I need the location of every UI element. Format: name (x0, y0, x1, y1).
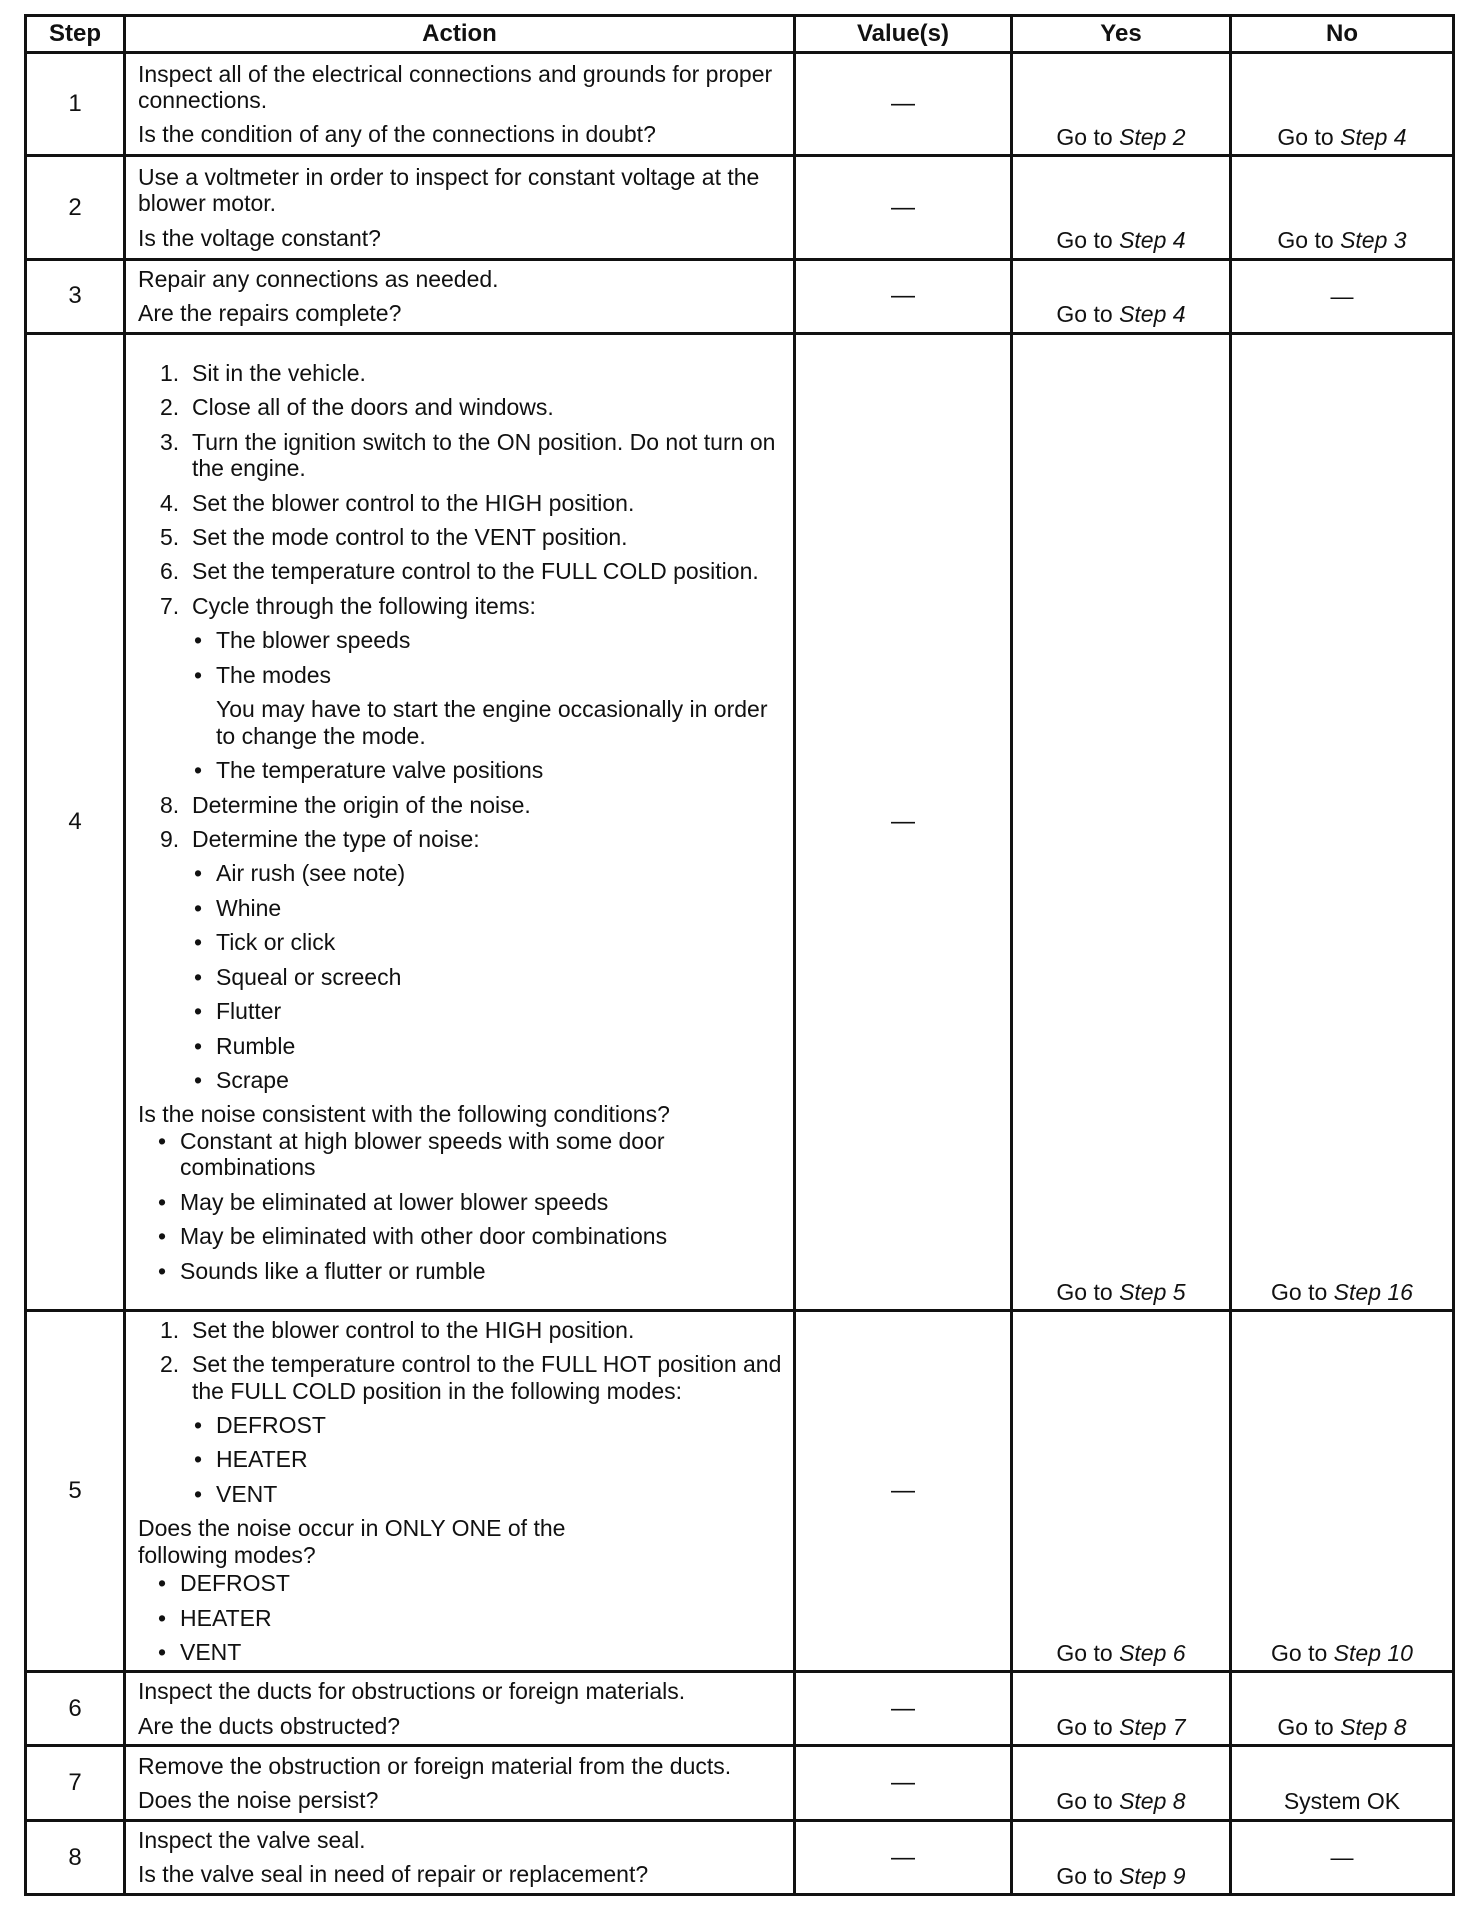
action-cell (125, 1311, 795, 1672)
no-prefix: Go to (1277, 123, 1341, 150)
bullet-item: • Air rush (see note) (194, 860, 406, 887)
value-cell: — (795, 156, 1012, 259)
action-question: Is the voltage constant? (138, 224, 381, 251)
numbered-item: 4. Set the blower control to the HIGH position. (160, 489, 635, 516)
table-row (26, 333, 1454, 1310)
step-number: 5 (26, 1311, 125, 1672)
action-question: Is the valve seal in need of repair or replacement? (138, 1861, 649, 1888)
value-cell: — (795, 1820, 1012, 1894)
numbered-item: 7. Cycle through the following items: (160, 592, 536, 619)
condition-item: • Constant at high blower speeds with some door combinations (158, 1127, 665, 1181)
value-cell: — (795, 333, 1012, 1310)
action-question: Does the noise persist? (138, 1787, 379, 1814)
yes-step-link: Step 5 (1119, 1278, 1186, 1305)
value-cell: — (795, 1672, 1012, 1746)
numbered-item: 1. Sit in the vehicle. (160, 359, 366, 386)
step-number: 1 (26, 53, 125, 156)
yes-prefix: Go to (1056, 1278, 1120, 1305)
no-step-link: Step 8 (1340, 1714, 1407, 1741)
header-step: Step (26, 16, 125, 53)
action-cell (125, 1820, 795, 1894)
yes-step-link: Step 9 (1119, 1862, 1186, 1889)
no-cell (1231, 156, 1454, 259)
numbered-item: 2. Close all of the doors and windows. (160, 394, 554, 421)
no-cell: — (1231, 259, 1454, 333)
condition-item: • DEFROST (158, 1570, 290, 1597)
diagnostic-table (24, 14, 1455, 1896)
yes-cell (1012, 1672, 1231, 1746)
yes-step-link: Step 7 (1119, 1714, 1186, 1741)
condition-item: • May be eliminated with other door combinations (158, 1223, 668, 1250)
step-number: 4 (26, 333, 125, 1310)
action-text: Inspect the valve seal. (138, 1826, 366, 1853)
numbered-item: 6. Set the temperature control to the FULL COLD position. (160, 558, 759, 585)
bullet-item: • Rumble (194, 1032, 296, 1059)
step-number: 2 (26, 156, 125, 259)
bullet-item: • Tick or click (194, 929, 336, 956)
no-step-link: Step 16 (1333, 1278, 1413, 1305)
action-question: Are the repairs complete? (138, 300, 402, 327)
yes-step-link: Step 6 (1119, 1639, 1186, 1666)
header-row (26, 16, 1454, 53)
header-yes: Yes (1012, 16, 1231, 53)
yes-cell (1012, 53, 1231, 156)
yes-step-link: Step 2 (1119, 123, 1186, 150)
yes-prefix: Go to (1056, 227, 1120, 254)
action-question: Are the ducts obstructed? (138, 1712, 401, 1739)
action-question: Is the noise consistent with the following conditions? (138, 1101, 670, 1128)
table-row (26, 53, 1454, 156)
action-text: Inspect all of the electrical connections and grounds for proper connections. (138, 60, 773, 113)
no-cell (1231, 1311, 1454, 1672)
table-row (26, 1311, 1454, 1672)
numbered-item: 1. Set the blower control to the HIGH position. (160, 1316, 635, 1343)
action-question: Is the condition of any of the connections in doubt? (138, 121, 656, 148)
no-prefix: Go to (1277, 227, 1341, 254)
no-step-link: Step 10 (1333, 1639, 1413, 1666)
no-prefix: Go to (1271, 1639, 1334, 1666)
action-cell (125, 259, 795, 333)
yes-cell (1012, 156, 1231, 259)
action-text: Repair any connections as needed. (138, 265, 499, 292)
yes-prefix: Go to (1056, 301, 1120, 328)
yes-cell (1012, 333, 1231, 1310)
table-row (26, 259, 1454, 333)
yes-step-link: Step 4 (1119, 301, 1186, 328)
condition-item: • HEATER (158, 1604, 272, 1631)
bullet-item: • HEATER (194, 1446, 308, 1473)
step-number: 7 (26, 1746, 125, 1820)
bullet-item: • Flutter (194, 998, 282, 1025)
bullet-item: • Scrape (194, 1067, 289, 1094)
action-text: Use a voltmeter in order to inspect for constant voltage at the blower motor. (138, 163, 760, 217)
yes-prefix: Go to (1056, 1639, 1120, 1666)
yes-cell (1012, 1311, 1231, 1672)
bullet-item: • The modes (194, 661, 332, 688)
bullet-item: • DEFROST (194, 1412, 326, 1439)
yes-prefix: Go to (1056, 1714, 1120, 1741)
no-prefix: Go to (1271, 1278, 1334, 1305)
table-row (26, 1746, 1454, 1820)
bullet-note: You may have to start the engine occasionally in order to change the mode. (216, 696, 768, 749)
no-cell (1231, 333, 1454, 1310)
yes-cell (1012, 1820, 1231, 1894)
bullet-item: • VENT (194, 1480, 278, 1507)
yes-step-link: Step 8 (1119, 1788, 1186, 1815)
action-cell (125, 333, 795, 1310)
step-number: 8 (26, 1820, 125, 1894)
action-cell (125, 1672, 795, 1746)
no-prefix: Go to (1277, 1714, 1341, 1741)
no-step-link: Step 4 (1340, 123, 1407, 150)
no-step-link: Step 3 (1340, 227, 1407, 254)
no-cell: — (1231, 1820, 1454, 1894)
no-cell (1231, 53, 1454, 156)
value-cell: — (795, 1311, 1012, 1672)
action-question: Does the noise occur in ONLY ONE of the following modes? (138, 1515, 566, 1568)
value-cell: — (795, 259, 1012, 333)
bullet-item: • Whine (194, 894, 282, 921)
step-number: 6 (26, 1672, 125, 1746)
value-cell: — (795, 1746, 1012, 1820)
yes-cell (1012, 259, 1231, 333)
action-cell (125, 53, 795, 156)
yes-cell (1012, 1746, 1231, 1820)
action-cell (125, 156, 795, 259)
no-cell: System OK (1231, 1746, 1454, 1820)
condition-item: • May be eliminated at lower blower speeds (158, 1188, 609, 1215)
table-row (26, 1820, 1454, 1894)
table-row (26, 156, 1454, 259)
condition-item: • Sounds like a flutter or rumble (158, 1257, 486, 1284)
condition-item: • VENT (158, 1639, 242, 1666)
header-action: Action (125, 16, 795, 53)
yes-prefix: Go to (1056, 1862, 1120, 1889)
yes-step-link: Step 4 (1119, 227, 1186, 254)
numbered-item: 9. Determine the type of noise: (160, 825, 480, 852)
value-cell: — (795, 53, 1012, 156)
step-number: 3 (26, 259, 125, 333)
action-text: Inspect the ducts for obstructions or foreign materials. (138, 1678, 686, 1705)
numbered-item: 5. Set the mode control to the VENT position. (160, 524, 628, 551)
action-text: Remove the obstruction or foreign material from the ducts. (138, 1752, 732, 1779)
bullet-item: • The temperature valve positions (194, 757, 544, 784)
numbered-item: 3. Turn the ignition switch to the ON position. Do not turn on the engine. (160, 428, 776, 482)
bullet-item: • Squeal or screech (194, 963, 402, 990)
numbered-item: 8. Determine the origin of the noise. (160, 791, 531, 818)
table-row (26, 1672, 1454, 1746)
numbered-item: 2. Set the temperature control to the FULL HOT position and the FULL COLD position in the following modes: (160, 1351, 782, 1404)
yes-prefix: Go to (1056, 123, 1120, 150)
header-no: No (1231, 16, 1454, 53)
yes-prefix: Go to (1056, 1788, 1120, 1815)
header-values: Value(s) (795, 16, 1012, 53)
action-cell (125, 1746, 795, 1820)
bullet-item: • The blower speeds (194, 627, 411, 654)
no-cell (1231, 1672, 1454, 1746)
